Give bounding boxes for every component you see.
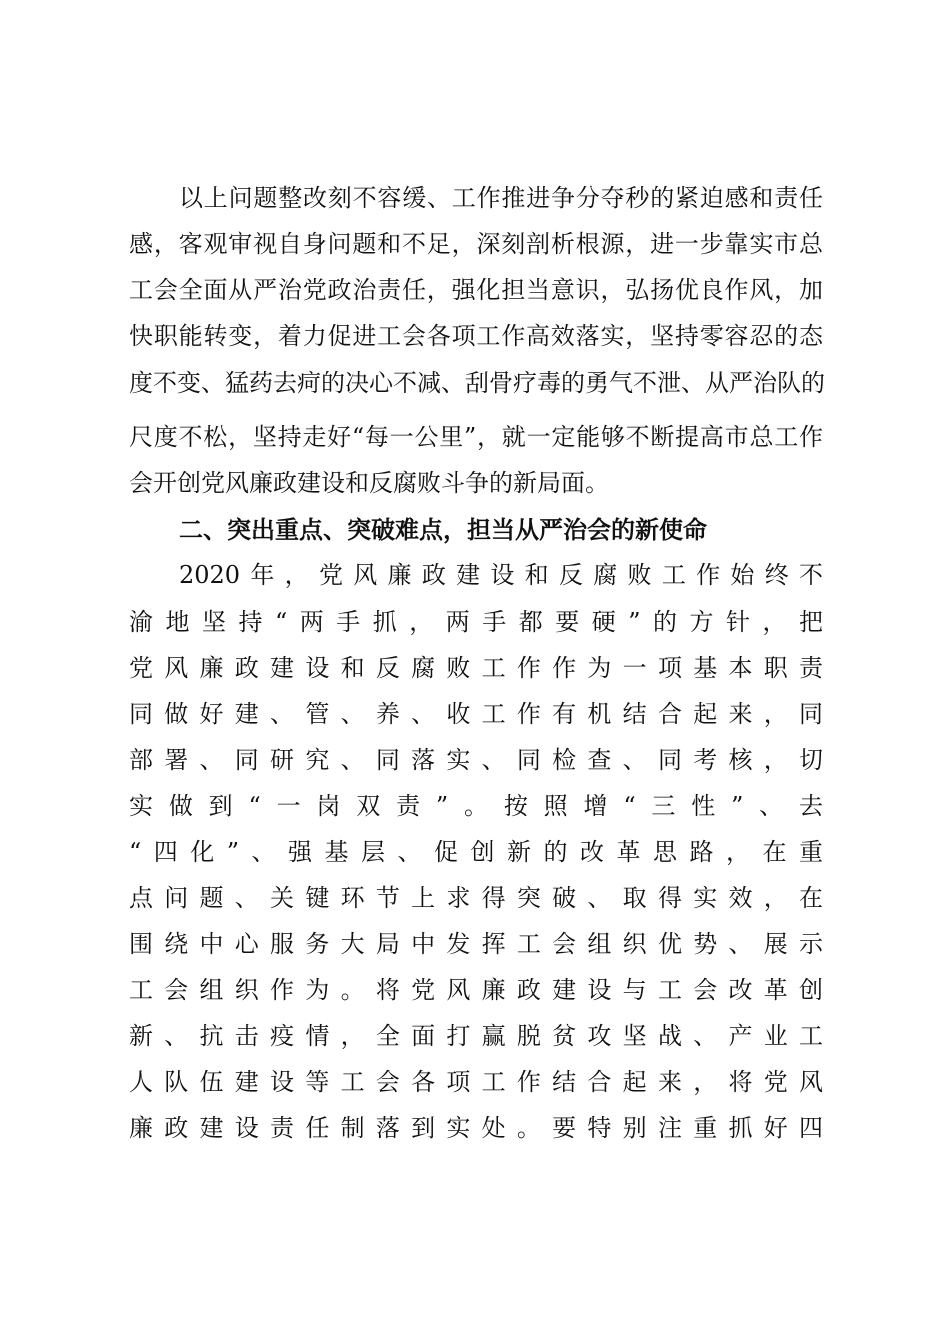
paragraph-line: 渝地坚持“两手抓，两手都要硬”的方针，把 [129,608,823,636]
paragraph-line: 党风廉政建设和反腐败工作作为一项基本职责 [129,654,823,682]
paragraph-line: 部署、同研究、同落实、同检查、同考核，切 [129,746,823,774]
paragraph-line: 实做到“一岗双责”。按照增“三性”、去 [129,792,823,820]
paragraph-line: 围绕中心服务大局中发挥工会组织优势、展示 [129,930,823,958]
paragraph-line: 感，客观审视自身问题和不足，深刻剖析根源，进一步靠实市总 [129,230,823,258]
paragraph-line: 工会组织作为。将党风廉政建设与工会改革创 [129,976,823,1004]
paragraph-line: 廉政建设责任制落到实处。要特别注重抓好四 [129,1114,823,1142]
paragraph-line: 工会全面从严治党政治责任，强化担当意识，弘扬优良作风，加 [129,276,823,304]
paragraph-line: 度不变、猛药去疴的决心不减、刮骨疗毒的勇气不泄、从严治队的 [129,369,825,397]
paragraph-line: 以上问题整改刻不容缓、工作推进争分夺秒的紧迫感和责任 [179,184,823,212]
paragraph-line: 点问题、关键环节上求得突破、取得实效，在 [129,884,823,912]
section-heading: 二、突出重点、突破难点，担当从严治会的新使命 [179,516,707,544]
paragraph-line: 会开创党风廉政建设和反腐败斗争的新局面。 [129,469,609,497]
paragraph-line: 2020年，党风廉政建设和反腐败工作始终不 [179,561,823,589]
paragraph-line: “四化”、强基层、促创新的改革思路，在重 [129,838,823,866]
paragraph-line: 新、抗击疫情，全面打赢脱贫攻坚战、产业工 [129,1022,823,1050]
paragraph-line: 尺度不松，坚持走好“每一公里”，就一定能够不断提高市总工作 [129,423,823,451]
paragraph-line: 快职能转变，着力促进工会各项工作高效落实，坚持零容忍的态 [129,322,823,350]
paragraph-line: 人队伍建设等工会各项工作结合起来，将党风 [129,1068,823,1096]
paragraph-line: 同做好建、管、养、收工作有机结合起来，同 [129,700,823,728]
